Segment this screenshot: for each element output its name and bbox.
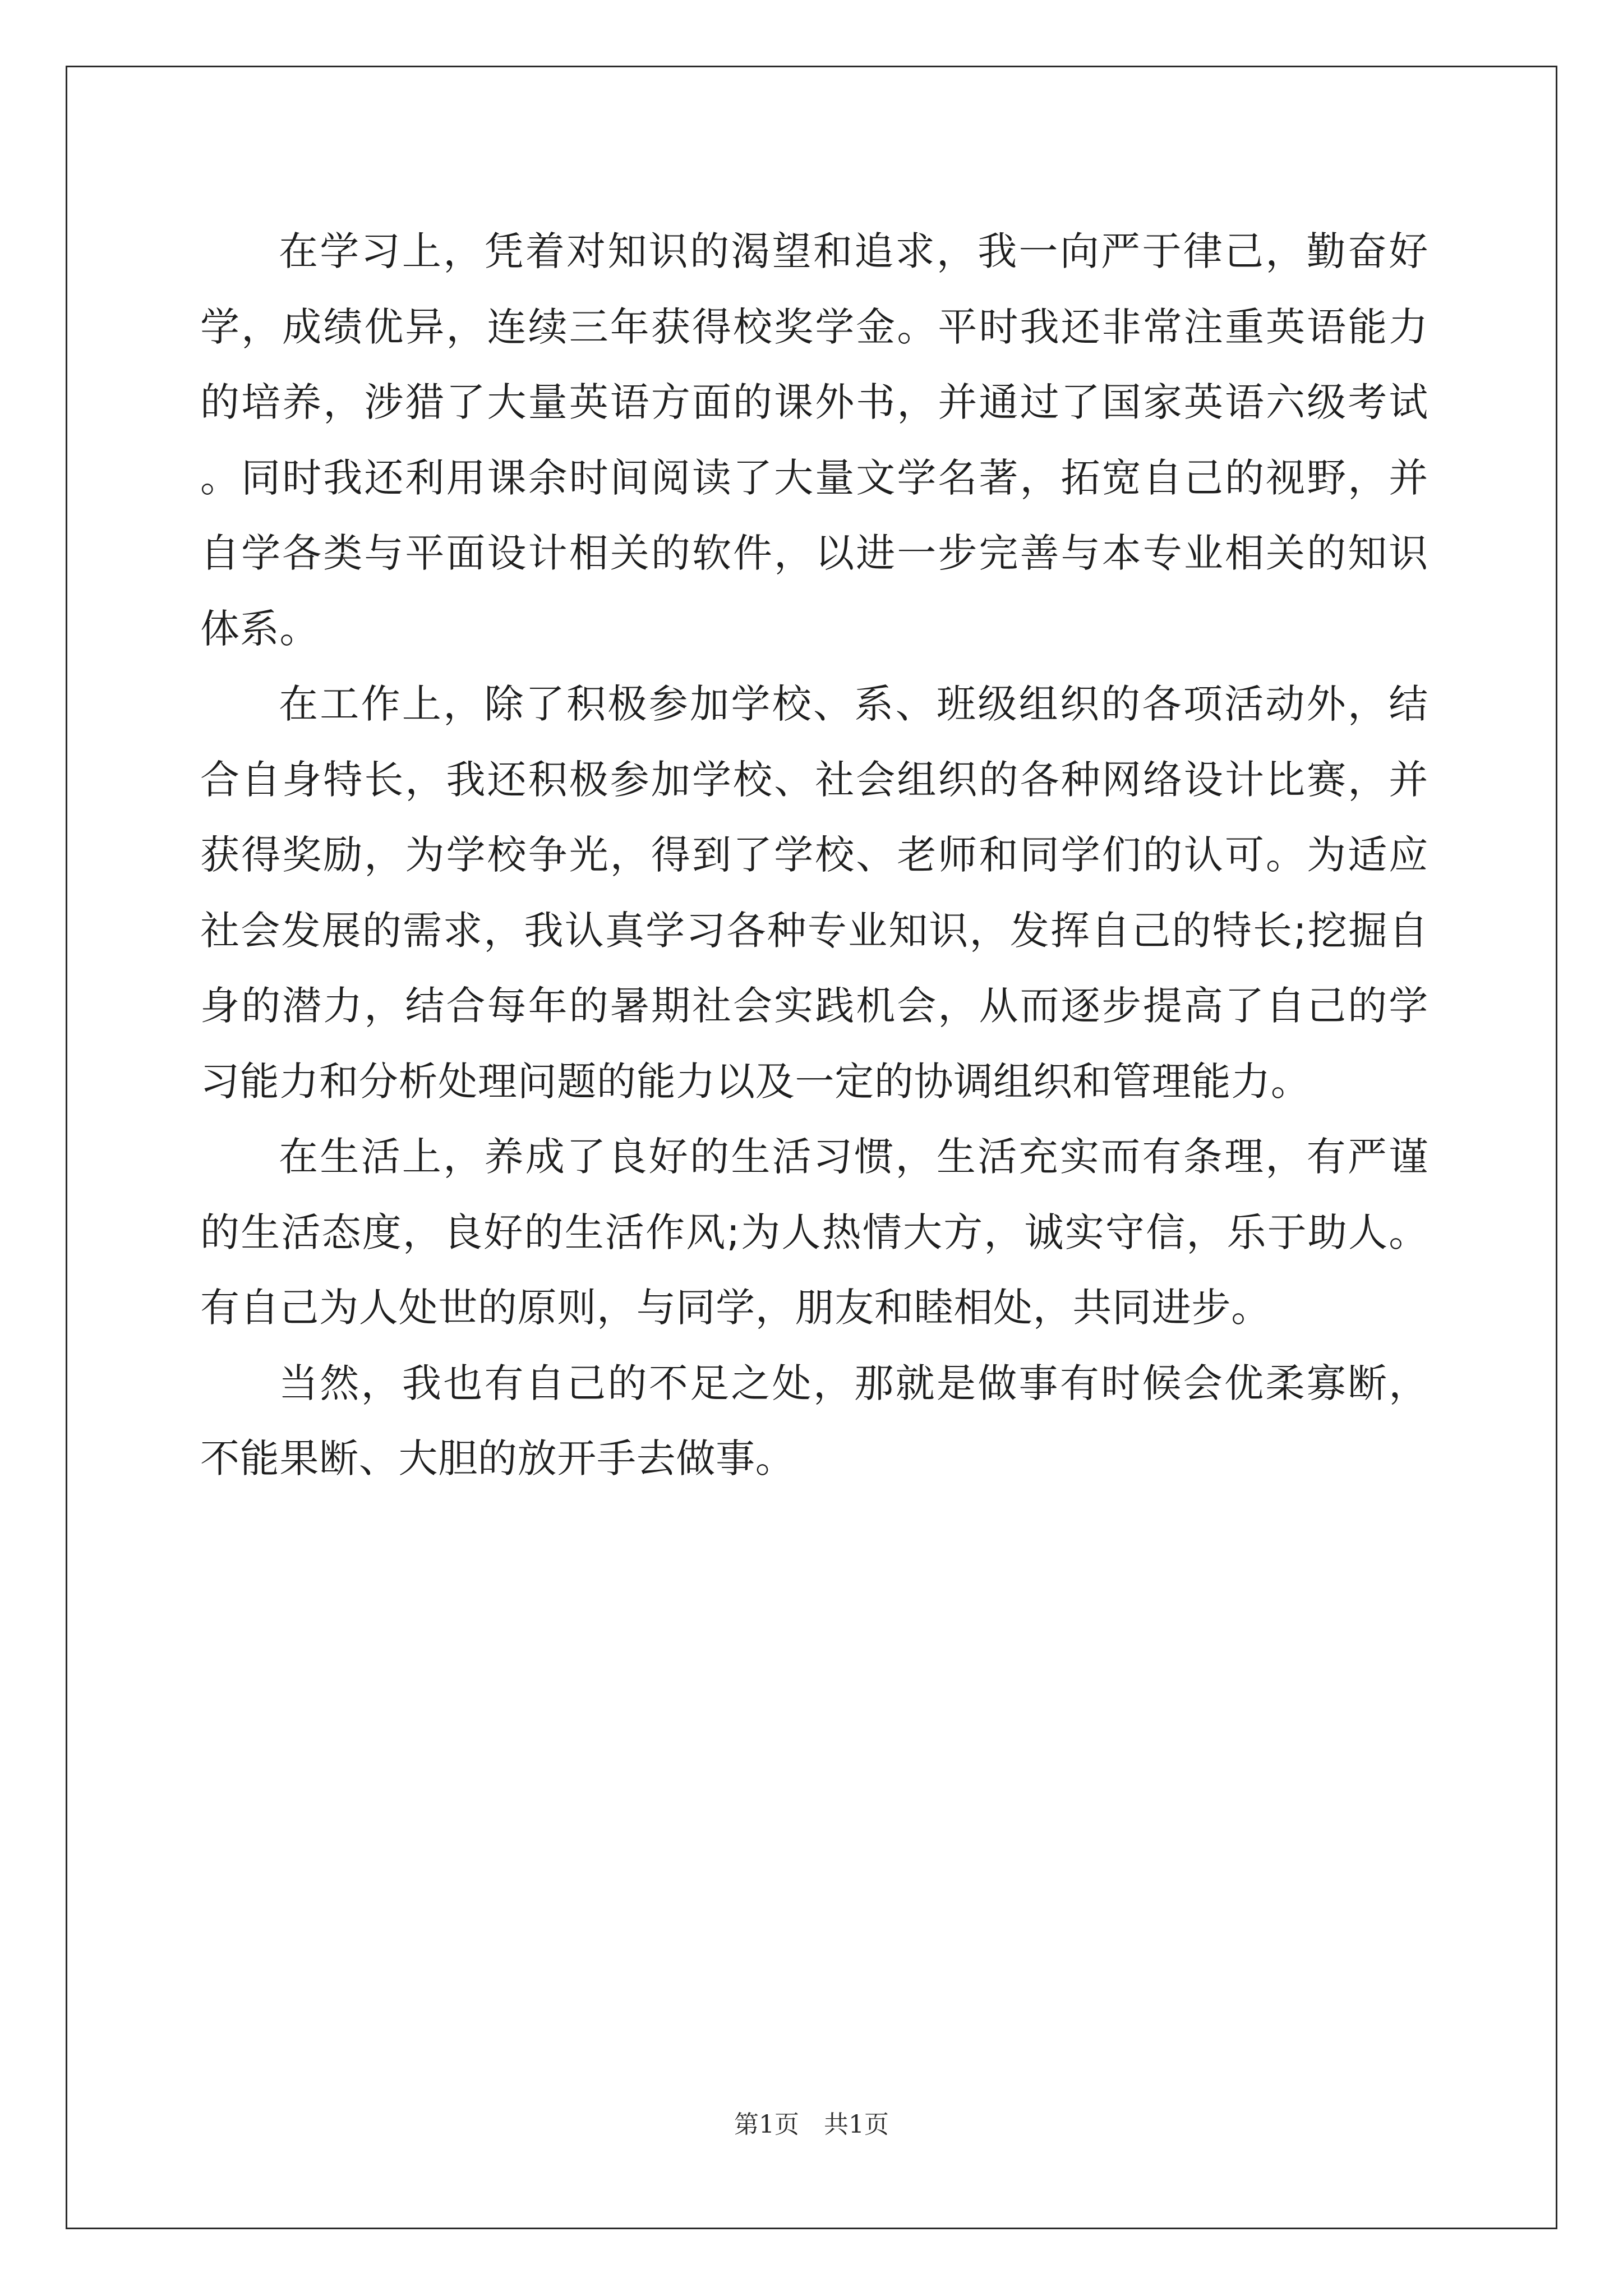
paragraph-life: 在生活上，养成了良好的生活习惯，生活充实而有条理，有严谨的生活态度，良好的生活作风;为人热情大方，诚实守信，乐于助人。有自己为人处世的原则，与同学，朋友和睦相处，共同进步。: [200, 1134, 1428, 1331]
paragraph-work: 在工作上，除了积极参加学校、系、班级组织的各项活动外，结合自身特长，我还积极参加学校、社会组织的各种网络设计比赛，并获得奖励，为学校争光，得到了学校、老师和同学们的认可。为适应社会发展的需求，我认真学习各种专业知识，发挥自己的特长;挖掘自身的潜力，结合每年的暑期社会实践机会，从而逐步提高了自己的学习能力和分析处理问题的能力以及一定的协调组织和管理能力。: [200, 681, 1428, 1105]
document-body: [200, 214, 1428, 1497]
paragraph-shortcomings: 当然，我也有自己的不足之处，那就是做事有时候会优柔寡断，不能果断、大胆的放开手去做事。: [200, 1360, 1428, 1481]
page-number-footer: 第1页 共1页: [734, 2110, 889, 2139]
paragraph-study: 在学习上，凭着对知识的渴望和追求，我一向严于律己，勤奋好学，成绩优异，连续三年获得校奖学金。平时我还非常注重英语能力的培养，涉猎了大量英语方面的课外书，并通过了国家英语六级考试。同时我还利用课余时间阅读了大量文学名著，拓宽自己的视野，并自学各类与平面设计相关的软件，以进一步完善与本专业相关的知识体系。: [200, 228, 1428, 652]
